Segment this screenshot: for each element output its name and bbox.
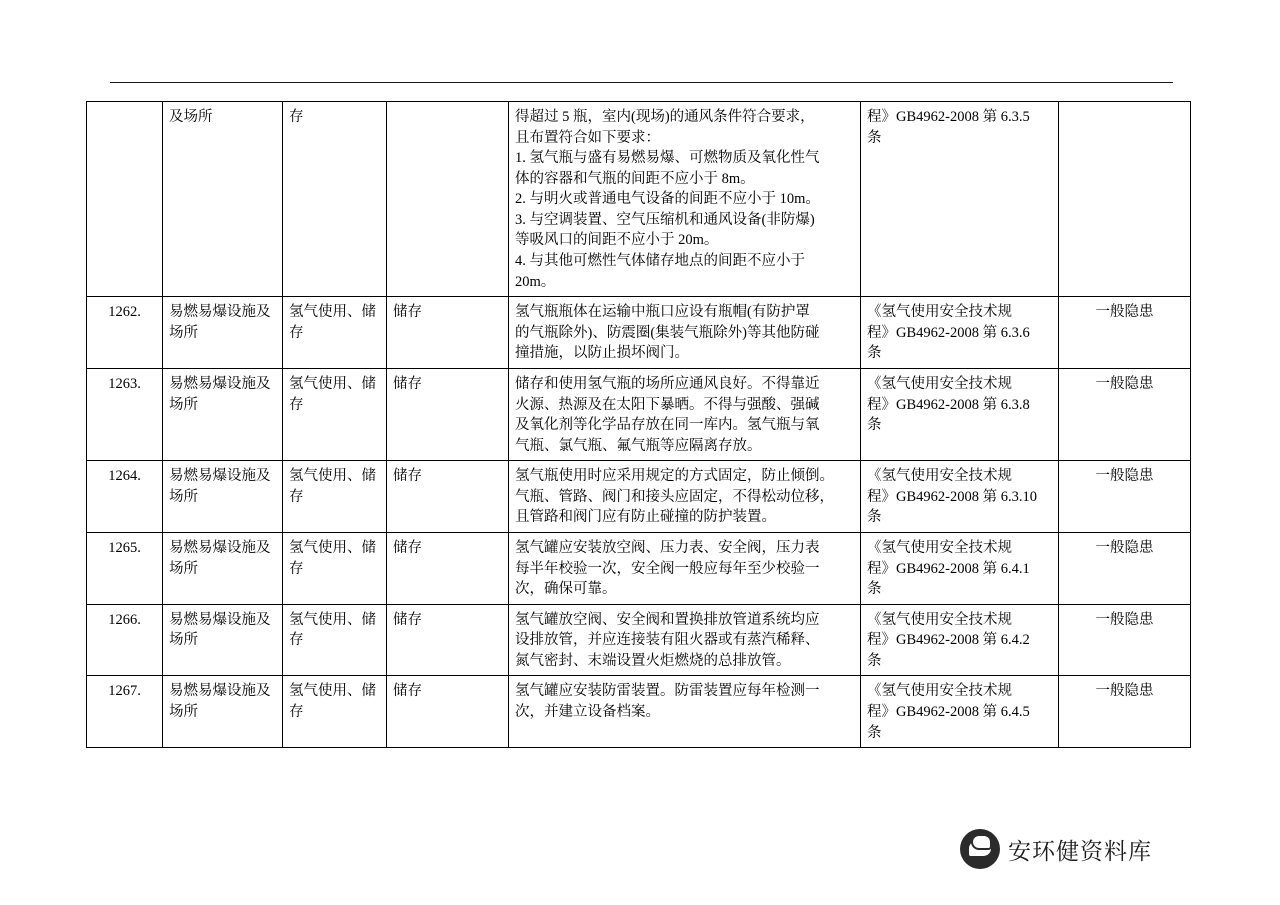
desc-line: 及氧化剂等化学品存放在同一库内。氢气瓶与氧 xyxy=(515,417,820,434)
ref-line: 程》GB4962-2008 第 6.4.2 xyxy=(867,632,1030,649)
ref-line: 程》GB4962-2008 第 6.3.5 xyxy=(867,109,1030,125)
table-row xyxy=(87,604,1191,676)
cell-activity: 氢气使用、储存 xyxy=(283,461,387,533)
ref-line: 程》GB4962-2008 第 6.3.6 xyxy=(867,324,1030,341)
cell-activity xyxy=(283,102,387,297)
cell-description xyxy=(509,461,861,533)
cell-reference xyxy=(861,368,1059,460)
cell-level: 一般隐患 xyxy=(1059,604,1191,676)
ref-line: 《氢气使用安全技术规 xyxy=(867,611,1012,628)
cell-no: 1266. xyxy=(87,604,163,676)
ref-line: 《氢气使用安全技术规 xyxy=(867,468,1012,485)
ref-line: 《氢气使用安全技术规 xyxy=(867,375,1012,392)
wechat-official-account-icon xyxy=(960,829,1000,869)
cell-no: 1263. xyxy=(87,368,163,460)
cell-activity: 氢气使用、储存 xyxy=(283,604,387,676)
ref-line: 条 xyxy=(867,581,882,598)
activity-line: 存 xyxy=(289,109,304,125)
desc-line: 氢气罐放空阀、安全阀和置换排放管道系统均应 xyxy=(515,611,820,628)
table-row xyxy=(87,676,1191,748)
cell-reference xyxy=(861,604,1059,676)
ref-line: 程》GB4962-2008 第 6.4.5 xyxy=(867,704,1030,721)
desc-line: 次，确保可靠。 xyxy=(515,581,617,598)
desc-line: 等吸风口的间距不应小于 20m。 xyxy=(515,232,719,249)
desc-line: 火源、热源及在太阳下暴晒。不得与强酸、强碱 xyxy=(515,396,820,413)
ref-line: 程》GB4962-2008 第 6.3.8 xyxy=(867,396,1030,413)
ref-line: 《氢气使用安全技术规 xyxy=(867,304,1012,321)
desc-line: 气瓶、氯气瓶、氟气瓶等应隔离存放。 xyxy=(515,437,762,454)
cell-description xyxy=(509,532,861,604)
desc-line: 体的容器和气瓶的间距不应小于 8m。 xyxy=(515,170,755,187)
category-line: 及场所 xyxy=(169,109,213,125)
cell-type: 储存 xyxy=(387,676,509,748)
cell-no: 1265. xyxy=(87,532,163,604)
table-row xyxy=(87,461,1191,533)
desc-line: 4. 与其他可燃性气体储存地点的间距不应小于 xyxy=(515,253,805,270)
desc-line: 2. 与明火或普通电气设备的间距不应小于 10m。 xyxy=(515,191,820,208)
cell-description xyxy=(509,297,861,369)
cell-reference xyxy=(861,461,1059,533)
table-row xyxy=(87,368,1191,460)
ref-line: 条 xyxy=(867,724,882,741)
desc-line: 氢气瓶使用时应采用规定的方式固定，防止倾倒。 xyxy=(515,468,834,485)
cell-reference xyxy=(861,676,1059,748)
cell-description xyxy=(509,368,861,460)
desc-line: 储存和使用氢气瓶的场所应通风良好。不得靠近 xyxy=(515,375,820,392)
cell-category: 易燃易爆设施及场所 xyxy=(163,676,283,748)
cell-level: 一般隐患 xyxy=(1059,368,1191,460)
cell-level: 一般隐患 xyxy=(1059,461,1191,533)
desc-line: 次，并建立设备档案。 xyxy=(515,704,660,721)
desc-line: 得超过 5 瓶，室内(现场)的通风条件符合要求， xyxy=(515,109,815,125)
cell-reference xyxy=(861,102,1059,297)
cell-category xyxy=(163,102,283,297)
desc-line: 的气瓶除外)、防震圈(集装气瓶除外)等其他防碰 xyxy=(515,324,820,341)
cell-reference xyxy=(861,532,1059,604)
cell-no: 1264. xyxy=(87,461,163,533)
cell-category: 易燃易爆设施及场所 xyxy=(163,461,283,533)
desc-line: 氢气罐应安装放空阀、压力表、安全阀，压力表 xyxy=(515,539,820,556)
cell-no: 1267. xyxy=(87,676,163,748)
header-rule xyxy=(110,82,1173,83)
cell-no xyxy=(87,102,163,297)
cell-category: 易燃易爆设施及场所 xyxy=(163,368,283,460)
table-row xyxy=(87,297,1191,369)
cell-activity: 氢气使用、储存 xyxy=(283,297,387,369)
cell-level xyxy=(1059,102,1191,297)
cell-category: 易燃易爆设施及场所 xyxy=(163,532,283,604)
cell-description xyxy=(509,102,861,297)
ref-line: 条 xyxy=(867,509,882,526)
ref-line: 《氢气使用安全技术规 xyxy=(867,683,1012,700)
table-row xyxy=(87,532,1191,604)
ref-line: 条 xyxy=(867,345,882,362)
cell-type xyxy=(387,102,509,297)
desc-line: 气瓶、管路、阀门和接头应固定，不得松动位移， xyxy=(515,488,834,505)
table-body xyxy=(87,102,1191,748)
cell-description xyxy=(509,604,861,676)
desc-line: 设排放管，并应连接装有阻火器或有蒸汽稀释、 xyxy=(515,632,820,649)
cell-category: 易燃易爆设施及场所 xyxy=(163,297,283,369)
cell-type: 储存 xyxy=(387,297,509,369)
watermark-label: 安环健资料库 xyxy=(1008,837,1152,864)
cell-level: 一般隐患 xyxy=(1059,297,1191,369)
cell-category: 易燃易爆设施及场所 xyxy=(163,604,283,676)
desc-line: 3. 与空调装置、空气压缩机和通风设备(非防爆) xyxy=(515,211,815,228)
cell-no: 1262. xyxy=(87,297,163,369)
ref-line: 条 xyxy=(867,417,882,434)
cell-type: 储存 xyxy=(387,368,509,460)
cell-level: 一般隐患 xyxy=(1059,676,1191,748)
desc-line: 氮气密封、末端设置火炬燃烧的总排放管。 xyxy=(515,652,791,669)
table-row xyxy=(87,102,1191,297)
ref-line: 《氢气使用安全技术规 xyxy=(867,539,1012,556)
ref-line: 程》GB4962-2008 第 6.3.10 xyxy=(867,488,1037,505)
cell-description xyxy=(509,676,861,748)
desc-line: 氢气瓶瓶体在运输中瓶口应设有瓶帽(有防护罩 xyxy=(515,304,810,321)
desc-line: 1. 氢气瓶与盛有易燃易爆、可燃物质及氧化性气 xyxy=(515,150,820,167)
desc-line: 氢气罐应安装防雷装置。防雷装置应每年检测一 xyxy=(515,683,820,700)
cell-type: 储存 xyxy=(387,532,509,604)
desc-line: 撞措施，以防止损坏阀门。 xyxy=(515,345,689,362)
desc-line: 且布置符合如下要求： xyxy=(515,129,660,146)
cell-type: 储存 xyxy=(387,461,509,533)
desc-line: 且管路和阀门应有防止碰撞的防护装置。 xyxy=(515,509,776,526)
ref-line: 条 xyxy=(867,129,882,146)
hazard-checklist-table xyxy=(86,101,1191,748)
cell-activity: 氢气使用、储存 xyxy=(283,368,387,460)
cell-reference xyxy=(861,297,1059,369)
cell-activity: 氢气使用、储存 xyxy=(283,676,387,748)
cell-level: 一般隐患 xyxy=(1059,532,1191,604)
desc-line: 20m。 xyxy=(515,273,556,290)
cell-type: 储存 xyxy=(387,604,509,676)
ref-line: 条 xyxy=(867,652,882,669)
cell-activity: 氢气使用、储存 xyxy=(283,532,387,604)
watermark xyxy=(960,818,1210,880)
desc-line: 每半年校验一次，安全阀一般应每年至少校验一 xyxy=(515,560,820,577)
ref-line: 程》GB4962-2008 第 6.4.1 xyxy=(867,560,1030,577)
